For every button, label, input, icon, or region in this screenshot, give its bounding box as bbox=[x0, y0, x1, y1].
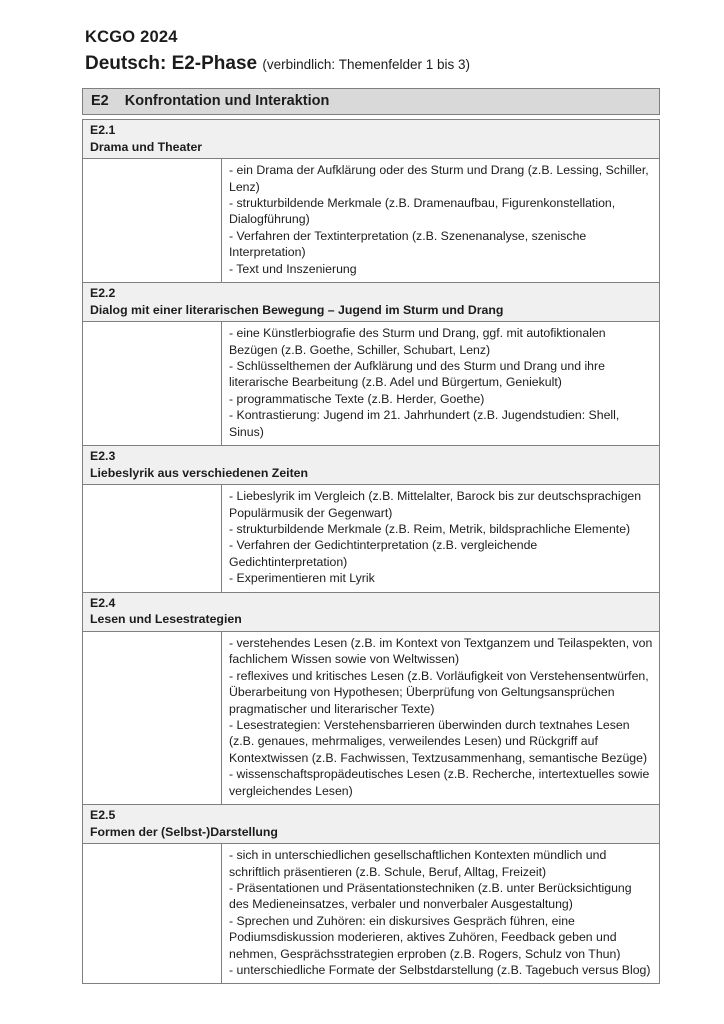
content-cell bbox=[222, 632, 659, 804]
table-sections bbox=[82, 119, 660, 984]
section-e2.4 bbox=[83, 592, 659, 804]
empty-left-cell bbox=[83, 632, 222, 804]
document-title-line1: KCGO 2024 bbox=[85, 28, 178, 46]
content-item: - strukturbildende Merkmale (z.B. Dramenaufbau, Figurenkonstellation, Dialogführung) bbox=[229, 196, 616, 227]
content-item: - verstehendes Lesen (z.B. im Kontext von Textganzem und Teilaspekten, von fachlichem Wissen sowie von Weltwissen) bbox=[229, 635, 653, 667]
empty-left-cell bbox=[83, 844, 222, 983]
section-code: E2.4 bbox=[90, 595, 116, 610]
content-item: - ein Drama der Aufklärung oder des Sturm und Drang (z.B. Lessing, Schiller, Lenz) bbox=[229, 163, 649, 194]
section-code: E2.2 bbox=[90, 286, 116, 301]
content-item: - Liebeslyrik im Vergleich (z.B. Mittelalter, Barock bis zur deutschsprachigen Populärmusik der Gegenwart) bbox=[229, 489, 642, 520]
content-item: - strukturbildende Merkmale (z.B. Reim, Metrik, bildsprachliche Elemente) bbox=[229, 522, 631, 537]
curriculum-table bbox=[82, 88, 660, 984]
content-item: - Kontrastierung: Jugend im 21. Jahrhundert (z.B. Jugendstudien: Shell, Sinus) bbox=[229, 408, 620, 439]
content-item: - Schlüsselthemen der Aufklärung und des Sturm und Drang und ihre literarische Bearbeitung (z.B. Adel und Bürgertum, Geniekult) bbox=[229, 359, 605, 390]
section-content-row bbox=[83, 844, 659, 983]
section-header bbox=[83, 805, 659, 844]
main-header-code: E2 bbox=[91, 93, 109, 109]
content-item: - reflexives und kritisches Lesen (z.B. Vorläufigkeit von Verstehensentwürfen, Überarbeitung von Hypothesen; Überprüfung von Geltungsansprüchen pragmatischer und literarischer Texte) bbox=[229, 668, 649, 716]
content-item: - unterschiedliche Formate der Selbstdarstellung (z.B. Tagebuch versus Blog) bbox=[229, 962, 651, 977]
document-subtitle: Deutsch: E2-Phase bbox=[85, 53, 258, 74]
section-e2.5 bbox=[83, 804, 659, 983]
content-item: - wissenschaftspropädeutisches Lesen (z.B. Recherche, intertextuelles sowie vergleichendes Lesen) bbox=[229, 767, 650, 798]
section-content-row bbox=[83, 159, 659, 282]
content-item: - programmatische Texte (z.B. Herder, Goethe) bbox=[229, 391, 485, 406]
section-content-row bbox=[83, 322, 659, 445]
section-header bbox=[83, 120, 659, 159]
section-title: Dialog mit einer literarischen Bewegung – Jugend im Sturm und Drang bbox=[90, 302, 504, 317]
content-cell bbox=[222, 159, 659, 282]
section-e2.3 bbox=[83, 445, 659, 592]
content-cell bbox=[222, 485, 659, 591]
main-header-title: Konfrontation und Interaktion bbox=[124, 93, 330, 109]
table-main-header bbox=[82, 88, 660, 115]
section-content-row bbox=[83, 485, 659, 591]
section-title: Formen der (Selbst-)Darstellung bbox=[90, 824, 278, 839]
empty-left-cell bbox=[83, 322, 222, 445]
title-block bbox=[85, 28, 660, 75]
content-item: - eine Künstlerbiografie des Sturm und Drang, ggf. mit autofiktionalen Bezügen (z.B. Goethe, Schiller, Schubart, Lenz) bbox=[229, 326, 606, 357]
section-title: Lesen und Lesestrategien bbox=[90, 612, 242, 627]
content-item: - Präsentationen und Präsentationstechniken (z.B. unter Berücksichtigung des Medieneinsatzes, verbaler und nonverbaler Ausgestaltung) bbox=[229, 880, 632, 912]
content-cell bbox=[222, 844, 659, 983]
content-item: - Text und Inszenierung bbox=[229, 261, 357, 276]
section-header bbox=[83, 283, 659, 322]
section-title: Drama und Theater bbox=[90, 139, 203, 154]
section-e2.2 bbox=[83, 282, 659, 445]
content-item: - Verfahren der Textinterpretation (z.B. Szenenanalyse, szenische Interpretation) bbox=[229, 228, 587, 260]
section-code: E2.1 bbox=[90, 123, 116, 137]
document-title-line2 bbox=[85, 53, 660, 75]
content-item: - sich in unterschiedlichen gesellschaftlichen Kontexten mündlich und schriftlich präsentieren (z.B. Schule, Beruf, Alltag, Freizeit) bbox=[229, 848, 607, 879]
section-header bbox=[83, 593, 659, 632]
section-e2.1 bbox=[83, 120, 659, 282]
content-item: - Verfahren der Gedichtinterpretation (z.B. vergleichende Gedichtinterpretation) bbox=[229, 538, 538, 569]
section-code: E2.5 bbox=[90, 807, 116, 822]
content-item: - Lesestrategien: Verstehensbarrieren überwinden durch textnahes Lesen (z.B. genaues, mehrmaliges, verweilendes Lesen) und Rückgriff auf Kontextwissen (z.B. Fachwissen, Textzusammenhang, semantische Bezüge) bbox=[229, 717, 648, 765]
document-subtitle-note: (verbindlich: Themenfelder 1 bis 3) bbox=[262, 57, 471, 72]
section-header bbox=[83, 446, 659, 485]
content-cell bbox=[222, 322, 659, 445]
section-title: Liebeslyrik aus verschiedenen Zeiten bbox=[90, 465, 309, 480]
content-item: - Experimentieren mit Lyrik bbox=[229, 571, 375, 586]
section-content-row bbox=[83, 632, 659, 804]
empty-left-cell bbox=[83, 485, 222, 591]
content-item: - Sprechen und Zuhören: ein diskursives Gespräch führen, eine Podiumsdiskussion moderieren, aktives Zuhören, Feedback geben und nehmen, Gesprächsstrategien erproben (z.B. Rogers, Schulz von Thun) bbox=[229, 913, 621, 961]
section-code: E2.3 bbox=[90, 449, 116, 464]
empty-left-cell bbox=[83, 159, 222, 282]
